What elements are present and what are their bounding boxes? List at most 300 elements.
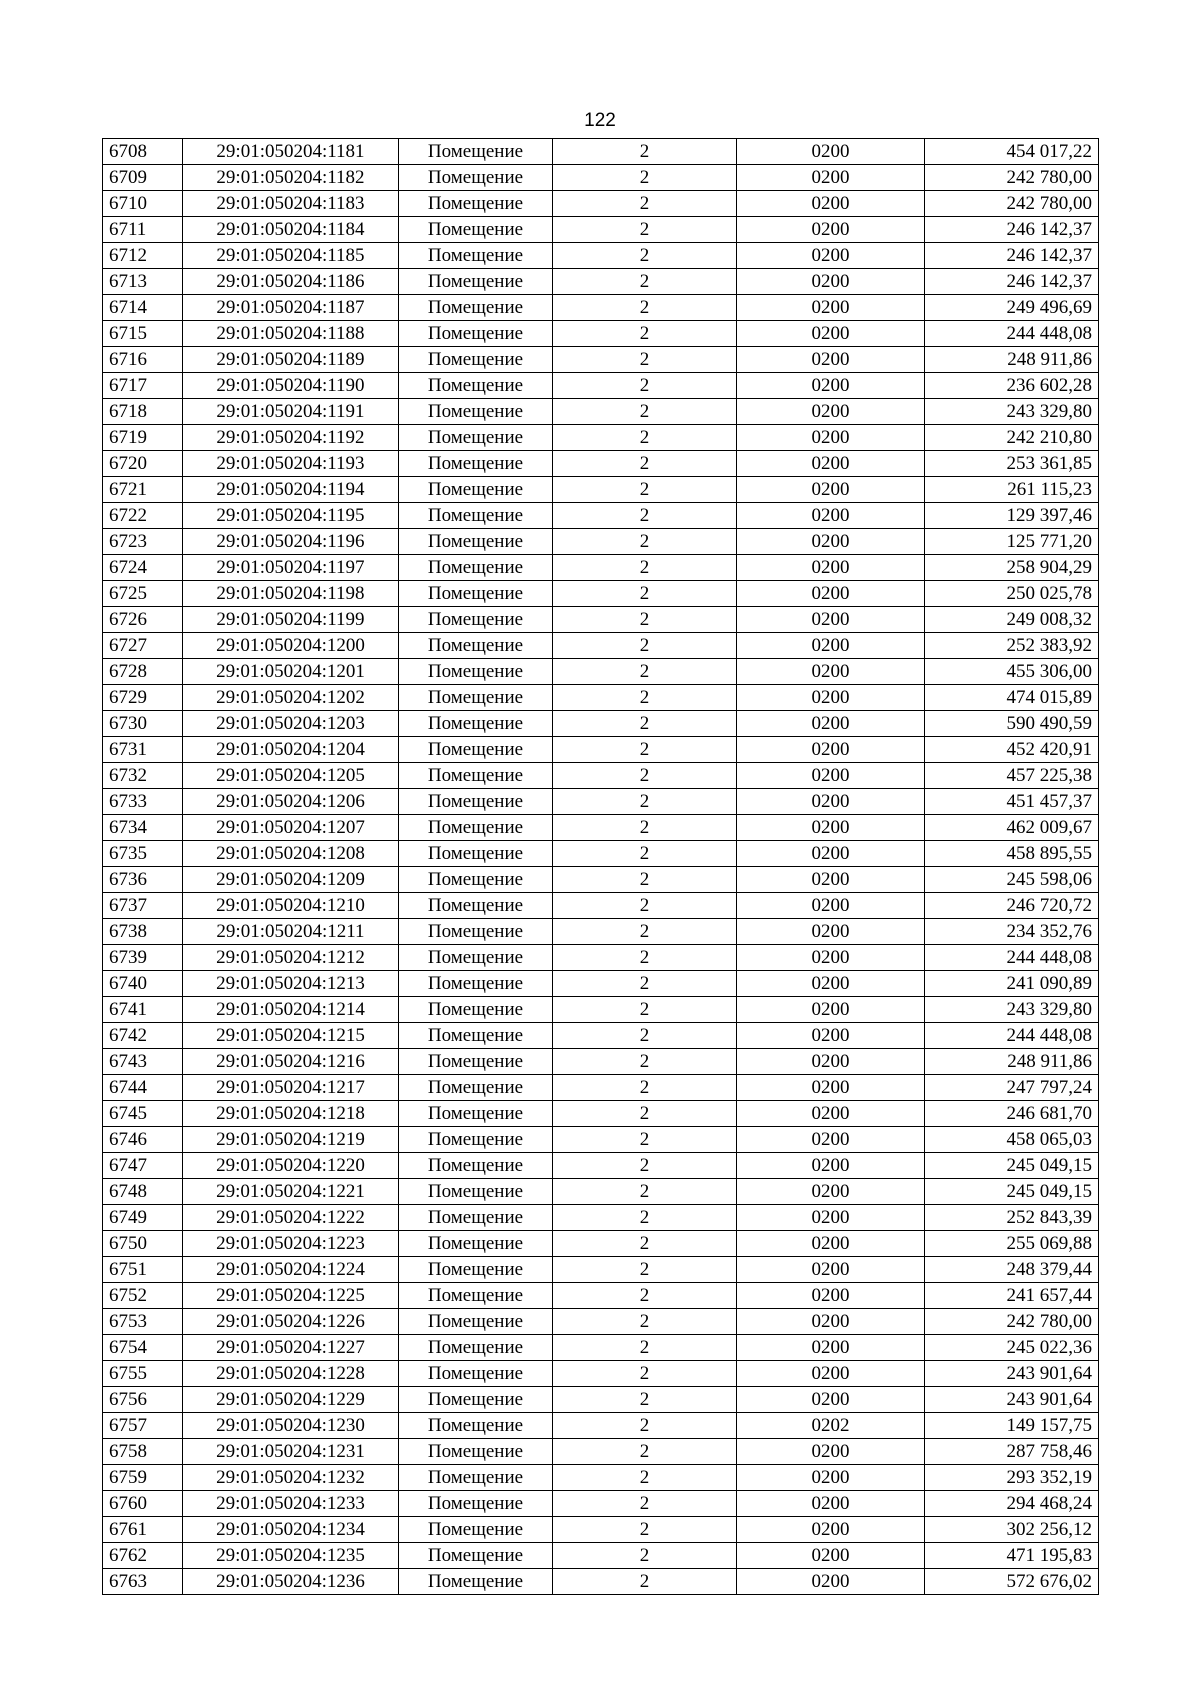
cadastral-number-cell: 29:01:050204:1230 <box>183 1413 399 1439</box>
cadastral-number-cell: 29:01:050204:1184 <box>183 217 399 243</box>
object-type-cell: Помещение <box>399 1023 553 1049</box>
group-cell: 2 <box>553 893 737 919</box>
code-cell: 0200 <box>737 945 925 971</box>
row-number-cell: 6712 <box>103 243 183 269</box>
row-number-cell: 6717 <box>103 373 183 399</box>
code-cell: 0200 <box>737 1075 925 1101</box>
group-cell: 2 <box>553 1127 737 1153</box>
table-row <box>103 1439 1099 1465</box>
group-cell: 2 <box>553 1075 737 1101</box>
code-cell: 0200 <box>737 607 925 633</box>
object-type-cell: Помещение <box>399 711 553 737</box>
group-cell: 2 <box>553 1517 737 1543</box>
row-number-cell: 6733 <box>103 789 183 815</box>
code-cell: 0200 <box>737 529 925 555</box>
table-row <box>103 1127 1099 1153</box>
table-row <box>103 399 1099 425</box>
object-type-cell: Помещение <box>399 1205 553 1231</box>
table-row <box>103 1543 1099 1569</box>
cadastral-number-cell: 29:01:050204:1225 <box>183 1283 399 1309</box>
cadastral-number-cell: 29:01:050204:1223 <box>183 1231 399 1257</box>
cadastral-value-cell: 255 069,88 <box>925 1231 1099 1257</box>
object-type-cell: Помещение <box>399 477 553 503</box>
group-cell: 2 <box>553 451 737 477</box>
table-row <box>103 841 1099 867</box>
code-cell: 0200 <box>737 555 925 581</box>
object-type-cell: Помещение <box>399 269 553 295</box>
row-number-cell: 6758 <box>103 1439 183 1465</box>
object-type-cell: Помещение <box>399 659 553 685</box>
row-number-cell: 6722 <box>103 503 183 529</box>
row-number-cell: 6735 <box>103 841 183 867</box>
object-type-cell: Помещение <box>399 919 553 945</box>
row-number-cell: 6723 <box>103 529 183 555</box>
code-cell: 0200 <box>737 1049 925 1075</box>
row-number-cell: 6744 <box>103 1075 183 1101</box>
cadastral-value-cell: 572 676,02 <box>925 1569 1099 1595</box>
row-number-cell: 6731 <box>103 737 183 763</box>
cadastral-value-cell: 244 448,08 <box>925 1023 1099 1049</box>
code-cell: 0200 <box>737 269 925 295</box>
cadastral-number-cell: 29:01:050204:1201 <box>183 659 399 685</box>
table-row <box>103 1153 1099 1179</box>
cadastral-value-cell: 258 904,29 <box>925 555 1099 581</box>
cadastral-number-cell: 29:01:050204:1193 <box>183 451 399 477</box>
row-number-cell: 6729 <box>103 685 183 711</box>
table-row <box>103 945 1099 971</box>
object-type-cell: Помещение <box>399 1439 553 1465</box>
row-number-cell: 6724 <box>103 555 183 581</box>
group-cell: 2 <box>553 243 737 269</box>
table-row <box>103 555 1099 581</box>
group-cell: 2 <box>553 1283 737 1309</box>
group-cell: 2 <box>553 1231 737 1257</box>
code-cell: 0200 <box>737 659 925 685</box>
cadastral-value-cell: 261 115,23 <box>925 477 1099 503</box>
cadastral-value-cell: 252 383,92 <box>925 633 1099 659</box>
code-cell: 0200 <box>737 893 925 919</box>
cadastral-value-cell: 248 379,44 <box>925 1257 1099 1283</box>
group-cell: 2 <box>553 217 737 243</box>
code-cell: 0200 <box>737 581 925 607</box>
cadastral-number-cell: 29:01:050204:1189 <box>183 347 399 373</box>
row-number-cell: 6721 <box>103 477 183 503</box>
object-type-cell: Помещение <box>399 1569 553 1595</box>
cadastral-number-cell: 29:01:050204:1220 <box>183 1153 399 1179</box>
cadastral-value-cell: 471 195,83 <box>925 1543 1099 1569</box>
group-cell: 2 <box>553 945 737 971</box>
cadastral-number-cell: 29:01:050204:1183 <box>183 191 399 217</box>
group-cell: 2 <box>553 997 737 1023</box>
object-type-cell: Помещение <box>399 1127 553 1153</box>
cadastral-value-cell: 244 448,08 <box>925 945 1099 971</box>
cadastral-value-cell: 241 657,44 <box>925 1283 1099 1309</box>
code-cell: 0202 <box>737 1413 925 1439</box>
group-cell: 2 <box>553 841 737 867</box>
group-cell: 2 <box>553 503 737 529</box>
code-cell: 0200 <box>737 815 925 841</box>
cadastral-value-cell: 242 780,00 <box>925 165 1099 191</box>
group-cell: 2 <box>553 555 737 581</box>
row-number-cell: 6751 <box>103 1257 183 1283</box>
registry-table <box>102 138 1099 1595</box>
cadastral-number-cell: 29:01:050204:1192 <box>183 425 399 451</box>
row-number-cell: 6756 <box>103 1387 183 1413</box>
cadastral-number-cell: 29:01:050204:1208 <box>183 841 399 867</box>
cadastral-value-cell: 243 329,80 <box>925 997 1099 1023</box>
group-cell: 2 <box>553 1491 737 1517</box>
row-number-cell: 6727 <box>103 633 183 659</box>
code-cell: 0200 <box>737 295 925 321</box>
cadastral-value-cell: 246 720,72 <box>925 893 1099 919</box>
table-row <box>103 1413 1099 1439</box>
cadastral-number-cell: 29:01:050204:1228 <box>183 1361 399 1387</box>
table-row <box>103 1049 1099 1075</box>
table-row <box>103 633 1099 659</box>
group-cell: 2 <box>553 399 737 425</box>
object-type-cell: Помещение <box>399 1049 553 1075</box>
code-cell: 0200 <box>737 1439 925 1465</box>
cadastral-number-cell: 29:01:050204:1182 <box>183 165 399 191</box>
group-cell: 2 <box>553 1439 737 1465</box>
group-cell: 2 <box>553 581 737 607</box>
cadastral-number-cell: 29:01:050204:1222 <box>183 1205 399 1231</box>
row-number-cell: 6720 <box>103 451 183 477</box>
cadastral-value-cell: 253 361,85 <box>925 451 1099 477</box>
code-cell: 0200 <box>737 1517 925 1543</box>
row-number-cell: 6763 <box>103 1569 183 1595</box>
group-cell: 2 <box>553 1465 737 1491</box>
row-number-cell: 6714 <box>103 295 183 321</box>
code-cell: 0200 <box>737 373 925 399</box>
object-type-cell: Помещение <box>399 399 553 425</box>
table-row <box>103 1231 1099 1257</box>
cadastral-value-cell: 294 468,24 <box>925 1491 1099 1517</box>
group-cell: 2 <box>553 659 737 685</box>
cadastral-value-cell: 242 780,00 <box>925 1309 1099 1335</box>
object-type-cell: Помещение <box>399 685 553 711</box>
cadastral-value-cell: 287 758,46 <box>925 1439 1099 1465</box>
code-cell: 0200 <box>737 997 925 1023</box>
cadastral-value-cell: 234 352,76 <box>925 919 1099 945</box>
code-cell: 0200 <box>737 1335 925 1361</box>
table-row <box>103 373 1099 399</box>
table-row <box>103 1257 1099 1283</box>
cadastral-value-cell: 249 496,69 <box>925 295 1099 321</box>
row-number-cell: 6746 <box>103 1127 183 1153</box>
cadastral-number-cell: 29:01:050204:1185 <box>183 243 399 269</box>
object-type-cell: Помещение <box>399 191 553 217</box>
object-type-cell: Помещение <box>399 815 553 841</box>
row-number-cell: 6740 <box>103 971 183 997</box>
cadastral-value-cell: 458 895,55 <box>925 841 1099 867</box>
object-type-cell: Помещение <box>399 607 553 633</box>
cadastral-number-cell: 29:01:050204:1234 <box>183 1517 399 1543</box>
table-row <box>103 1387 1099 1413</box>
code-cell: 0200 <box>737 1127 925 1153</box>
group-cell: 2 <box>553 919 737 945</box>
cadastral-number-cell: 29:01:050204:1187 <box>183 295 399 321</box>
table-row <box>103 1023 1099 1049</box>
code-cell: 0200 <box>737 737 925 763</box>
object-type-cell: Помещение <box>399 529 553 555</box>
object-type-cell: Помещение <box>399 347 553 373</box>
group-cell: 2 <box>553 1257 737 1283</box>
row-number-cell: 6715 <box>103 321 183 347</box>
group-cell: 2 <box>553 867 737 893</box>
group-cell: 2 <box>553 477 737 503</box>
object-type-cell: Помещение <box>399 1179 553 1205</box>
row-number-cell: 6730 <box>103 711 183 737</box>
cadastral-value-cell: 245 049,15 <box>925 1179 1099 1205</box>
table-row <box>103 1101 1099 1127</box>
row-number-cell: 6745 <box>103 1101 183 1127</box>
code-cell: 0200 <box>737 1231 925 1257</box>
cadastral-number-cell: 29:01:050204:1181 <box>183 139 399 165</box>
cadastral-number-cell: 29:01:050204:1211 <box>183 919 399 945</box>
row-number-cell: 6753 <box>103 1309 183 1335</box>
cadastral-value-cell: 250 025,78 <box>925 581 1099 607</box>
table-row <box>103 217 1099 243</box>
cadastral-number-cell: 29:01:050204:1236 <box>183 1569 399 1595</box>
group-cell: 2 <box>553 529 737 555</box>
cadastral-value-cell: 249 008,32 <box>925 607 1099 633</box>
table-row <box>103 1205 1099 1231</box>
cadastral-number-cell: 29:01:050204:1203 <box>183 711 399 737</box>
object-type-cell: Помещение <box>399 763 553 789</box>
cadastral-number-cell: 29:01:050204:1215 <box>183 1023 399 1049</box>
table-row <box>103 1283 1099 1309</box>
object-type-cell: Помещение <box>399 867 553 893</box>
cadastral-number-cell: 29:01:050204:1219 <box>183 1127 399 1153</box>
table-row <box>103 139 1099 165</box>
cadastral-value-cell: 454 017,22 <box>925 139 1099 165</box>
table-row <box>103 243 1099 269</box>
row-number-cell: 6752 <box>103 1283 183 1309</box>
object-type-cell: Помещение <box>399 555 553 581</box>
group-cell: 2 <box>553 607 737 633</box>
cadastral-number-cell: 29:01:050204:1212 <box>183 945 399 971</box>
cadastral-value-cell: 246 142,37 <box>925 217 1099 243</box>
cadastral-number-cell: 29:01:050204:1210 <box>183 893 399 919</box>
cadastral-value-cell: 129 397,46 <box>925 503 1099 529</box>
object-type-cell: Помещение <box>399 451 553 477</box>
cadastral-value-cell: 462 009,67 <box>925 815 1099 841</box>
object-type-cell: Помещение <box>399 373 553 399</box>
group-cell: 2 <box>553 685 737 711</box>
cadastral-value-cell: 242 780,00 <box>925 191 1099 217</box>
group-cell: 2 <box>553 815 737 841</box>
object-type-cell: Помещение <box>399 1309 553 1335</box>
code-cell: 0200 <box>737 1101 925 1127</box>
object-type-cell: Помещение <box>399 425 553 451</box>
object-type-cell: Помещение <box>399 841 553 867</box>
row-number-cell: 6743 <box>103 1049 183 1075</box>
code-cell: 0200 <box>737 217 925 243</box>
cadastral-value-cell: 244 448,08 <box>925 321 1099 347</box>
cadastral-number-cell: 29:01:050204:1196 <box>183 529 399 555</box>
row-number-cell: 6728 <box>103 659 183 685</box>
table-row <box>103 1361 1099 1387</box>
group-cell: 2 <box>553 971 737 997</box>
cadastral-number-cell: 29:01:050204:1190 <box>183 373 399 399</box>
cadastral-number-cell: 29:01:050204:1198 <box>183 581 399 607</box>
cadastral-number-cell: 29:01:050204:1218 <box>183 1101 399 1127</box>
code-cell: 0200 <box>737 971 925 997</box>
object-type-cell: Помещение <box>399 1153 553 1179</box>
row-number-cell: 6719 <box>103 425 183 451</box>
cadastral-value-cell: 246 142,37 <box>925 269 1099 295</box>
code-cell: 0200 <box>737 1361 925 1387</box>
object-type-cell: Помещение <box>399 165 553 191</box>
row-number-cell: 6754 <box>103 1335 183 1361</box>
cadastral-number-cell: 29:01:050204:1229 <box>183 1387 399 1413</box>
table-row <box>103 893 1099 919</box>
cadastral-number-cell: 29:01:050204:1186 <box>183 269 399 295</box>
cadastral-value-cell: 458 065,03 <box>925 1127 1099 1153</box>
object-type-cell: Помещение <box>399 789 553 815</box>
row-number-cell: 6725 <box>103 581 183 607</box>
code-cell: 0200 <box>737 451 925 477</box>
code-cell: 0200 <box>737 711 925 737</box>
row-number-cell: 6761 <box>103 1517 183 1543</box>
table-row <box>103 1465 1099 1491</box>
object-type-cell: Помещение <box>399 997 553 1023</box>
cadastral-value-cell: 125 771,20 <box>925 529 1099 555</box>
cadastral-value-cell: 236 602,28 <box>925 373 1099 399</box>
table-row <box>103 321 1099 347</box>
row-number-cell: 6710 <box>103 191 183 217</box>
group-cell: 2 <box>553 1205 737 1231</box>
object-type-cell: Помещение <box>399 1231 553 1257</box>
code-cell: 0200 <box>737 243 925 269</box>
group-cell: 2 <box>553 269 737 295</box>
object-type-cell: Помещение <box>399 243 553 269</box>
code-cell: 0200 <box>737 321 925 347</box>
object-type-cell: Помещение <box>399 1465 553 1491</box>
object-type-cell: Помещение <box>399 737 553 763</box>
code-cell: 0200 <box>737 1153 925 1179</box>
cadastral-number-cell: 29:01:050204:1235 <box>183 1543 399 1569</box>
cadastral-value-cell: 247 797,24 <box>925 1075 1099 1101</box>
group-cell: 2 <box>553 1309 737 1335</box>
group-cell: 2 <box>553 1179 737 1205</box>
cadastral-number-cell: 29:01:050204:1224 <box>183 1257 399 1283</box>
row-number-cell: 6718 <box>103 399 183 425</box>
table-row <box>103 815 1099 841</box>
table-row <box>103 581 1099 607</box>
table-row <box>103 919 1099 945</box>
object-type-cell: Помещение <box>399 1075 553 1101</box>
code-cell: 0200 <box>737 191 925 217</box>
table-row <box>103 607 1099 633</box>
object-type-cell: Помещение <box>399 1335 553 1361</box>
object-type-cell: Помещение <box>399 1413 553 1439</box>
object-type-cell: Помещение <box>399 1491 553 1517</box>
object-type-cell: Помещение <box>399 1283 553 1309</box>
cadastral-value-cell: 245 598,06 <box>925 867 1099 893</box>
code-cell: 0200 <box>737 477 925 503</box>
group-cell: 2 <box>553 1049 737 1075</box>
cadastral-number-cell: 29:01:050204:1202 <box>183 685 399 711</box>
row-number-cell: 6757 <box>103 1413 183 1439</box>
cadastral-value-cell: 455 306,00 <box>925 659 1099 685</box>
group-cell: 2 <box>553 711 737 737</box>
cadastral-value-cell: 149 157,75 <box>925 1413 1099 1439</box>
cadastral-value-cell: 246 681,70 <box>925 1101 1099 1127</box>
object-type-cell: Помещение <box>399 1387 553 1413</box>
row-number-cell: 6748 <box>103 1179 183 1205</box>
row-number-cell: 6762 <box>103 1543 183 1569</box>
cadastral-number-cell: 29:01:050204:1231 <box>183 1439 399 1465</box>
code-cell: 0200 <box>737 633 925 659</box>
code-cell: 0200 <box>737 425 925 451</box>
cadastral-number-cell: 29:01:050204:1206 <box>183 789 399 815</box>
table-row <box>103 477 1099 503</box>
table-row <box>103 191 1099 217</box>
group-cell: 2 <box>553 321 737 347</box>
row-number-cell: 6734 <box>103 815 183 841</box>
object-type-cell: Помещение <box>399 295 553 321</box>
table-row <box>103 1517 1099 1543</box>
cadastral-number-cell: 29:01:050204:1194 <box>183 477 399 503</box>
group-cell: 2 <box>553 295 737 321</box>
code-cell: 0200 <box>737 1569 925 1595</box>
table-row <box>103 997 1099 1023</box>
object-type-cell: Помещение <box>399 971 553 997</box>
cadastral-number-cell: 29:01:050204:1207 <box>183 815 399 841</box>
table-row <box>103 269 1099 295</box>
cadastral-value-cell: 590 490,59 <box>925 711 1099 737</box>
cadastral-number-cell: 29:01:050204:1200 <box>183 633 399 659</box>
row-number-cell: 6755 <box>103 1361 183 1387</box>
code-cell: 0200 <box>737 919 925 945</box>
cadastral-number-cell: 29:01:050204:1197 <box>183 555 399 581</box>
cadastral-number-cell: 29:01:050204:1205 <box>183 763 399 789</box>
cadastral-value-cell: 241 090,89 <box>925 971 1099 997</box>
cadastral-number-cell: 29:01:050204:1195 <box>183 503 399 529</box>
cadastral-value-cell: 452 420,91 <box>925 737 1099 763</box>
cadastral-value-cell: 248 911,86 <box>925 1049 1099 1075</box>
group-cell: 2 <box>553 1413 737 1439</box>
group-cell: 2 <box>553 373 737 399</box>
table-row <box>103 165 1099 191</box>
code-cell: 0200 <box>737 1387 925 1413</box>
cadastral-number-cell: 29:01:050204:1204 <box>183 737 399 763</box>
code-cell: 0200 <box>737 867 925 893</box>
group-cell: 2 <box>553 1335 737 1361</box>
object-type-cell: Помещение <box>399 139 553 165</box>
cadastral-value-cell: 245 022,36 <box>925 1335 1099 1361</box>
code-cell: 0200 <box>737 1309 925 1335</box>
object-type-cell: Помещение <box>399 321 553 347</box>
cadastral-number-cell: 29:01:050204:1199 <box>183 607 399 633</box>
table-row <box>103 1179 1099 1205</box>
table-row <box>103 1491 1099 1517</box>
row-number-cell: 6747 <box>103 1153 183 1179</box>
table-row <box>103 971 1099 997</box>
table-row <box>103 711 1099 737</box>
object-type-cell: Помещение <box>399 1257 553 1283</box>
table-row <box>103 789 1099 815</box>
group-cell: 2 <box>553 633 737 659</box>
cadastral-number-cell: 29:01:050204:1226 <box>183 1309 399 1335</box>
group-cell: 2 <box>553 1569 737 1595</box>
cadastral-value-cell: 245 049,15 <box>925 1153 1099 1179</box>
row-number-cell: 6732 <box>103 763 183 789</box>
code-cell: 0200 <box>737 165 925 191</box>
object-type-cell: Помещение <box>399 633 553 659</box>
